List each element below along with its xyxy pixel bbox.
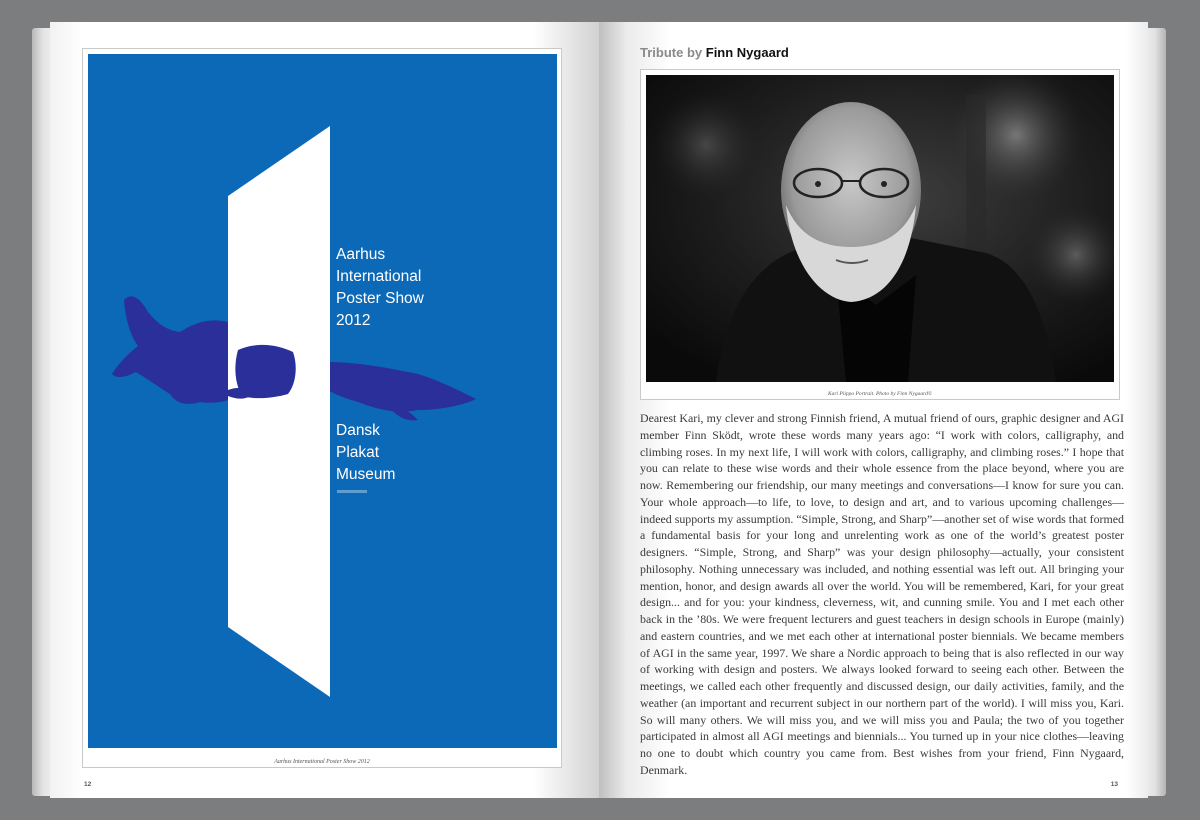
door-shape xyxy=(228,126,330,697)
heading-author: Finn Nygaard xyxy=(705,45,789,60)
poster-title xyxy=(336,244,424,332)
poster-museum-line: Museum xyxy=(336,466,396,483)
poster-frame xyxy=(82,48,562,768)
poster-museum-name xyxy=(336,420,395,486)
portrait-image xyxy=(646,75,1114,382)
portrait-frame xyxy=(640,69,1120,400)
right-page xyxy=(599,22,1148,798)
poster-title-line: Aarhus xyxy=(336,246,386,263)
poster-title-line: International xyxy=(336,268,422,285)
poster-fineprint xyxy=(337,490,367,493)
page-heading xyxy=(640,45,789,60)
poster-museum-line: Plakat xyxy=(336,444,380,461)
portrait-caption: Kari Piippo Portrait. Photo by Finn Nygaard© xyxy=(827,391,933,397)
portrait-photo xyxy=(646,75,1114,382)
heading-prefix: Tribute by xyxy=(640,45,703,60)
tribute-body-text: Dearest Kari, my clever and strong Finnish friend, A mutual friend of ours, graphic designer and AGI member Finn Sködt, wrote these words many years ago: “I work with colors, calligraphy, and climbing roses. In my next life, I will work with colors, calligraphy, and climbing roses.” I hope that you can relate to these wise words and their whole essence from the place beyond, where you are now. Remembering our friendship, our many meetings and conversations—I know for sure you can. Your whole approach—to life, to love, to design and art, and to various upcoming challenges—indeed supports my assumption. “Simple, Strong, and Sharp”—another set of wise words that formed a fundamental basis for your long and unrelenting work as one of the world’s greatest poster designers. “Simple, Strong, and Sharp” was your design philosophy—actually, your consistent philosophy. Nothing unnecessary was included, and nothing essential was left out. All bringing your mention, honor, and design awards all over the world. You will be remembered, Kari, for your great design... and for you: your kindness, cleverness, wit, and cunning smile. You and I met each other back in the ’80s. We were frequent lecturers and guest teachers in design schools in Europe (mainly) and eastern countries, and we met each other at international poster biennials. We became members of AGI in the same year, 1997. We share a Nordic approach to being that is also reflected in our way of working with design and posters. We always looked forward to seeing each other. Between the meetings, we called each other frequently and discussed design, our daily activities, family, and the weather (an important and recurrent subject in our northern part of the world). I will miss you, Kari. So will many others. We will miss you, and we will miss you and Paula; the two of you together participated in almost all AGI meetings and biennials... You turned up in your nice clothes—leaving no one to doubt which country you came from. Best wishes from your friend, Finn Nygaard, Denmark. xyxy=(640,411,1124,777)
poster-caption: Aarhus International Poster Show 2012 xyxy=(274,759,370,765)
page-number-right: 13 xyxy=(1110,781,1118,788)
open-book xyxy=(32,22,1166,798)
poster xyxy=(88,54,557,748)
poster-museum-line: Dansk xyxy=(336,422,380,439)
poster-title-line: 2012 xyxy=(336,312,371,329)
left-page xyxy=(50,22,599,798)
poster-title-line: Poster Show xyxy=(336,290,424,307)
page-number-left: 12 xyxy=(84,781,92,788)
poster-artwork xyxy=(88,54,557,748)
